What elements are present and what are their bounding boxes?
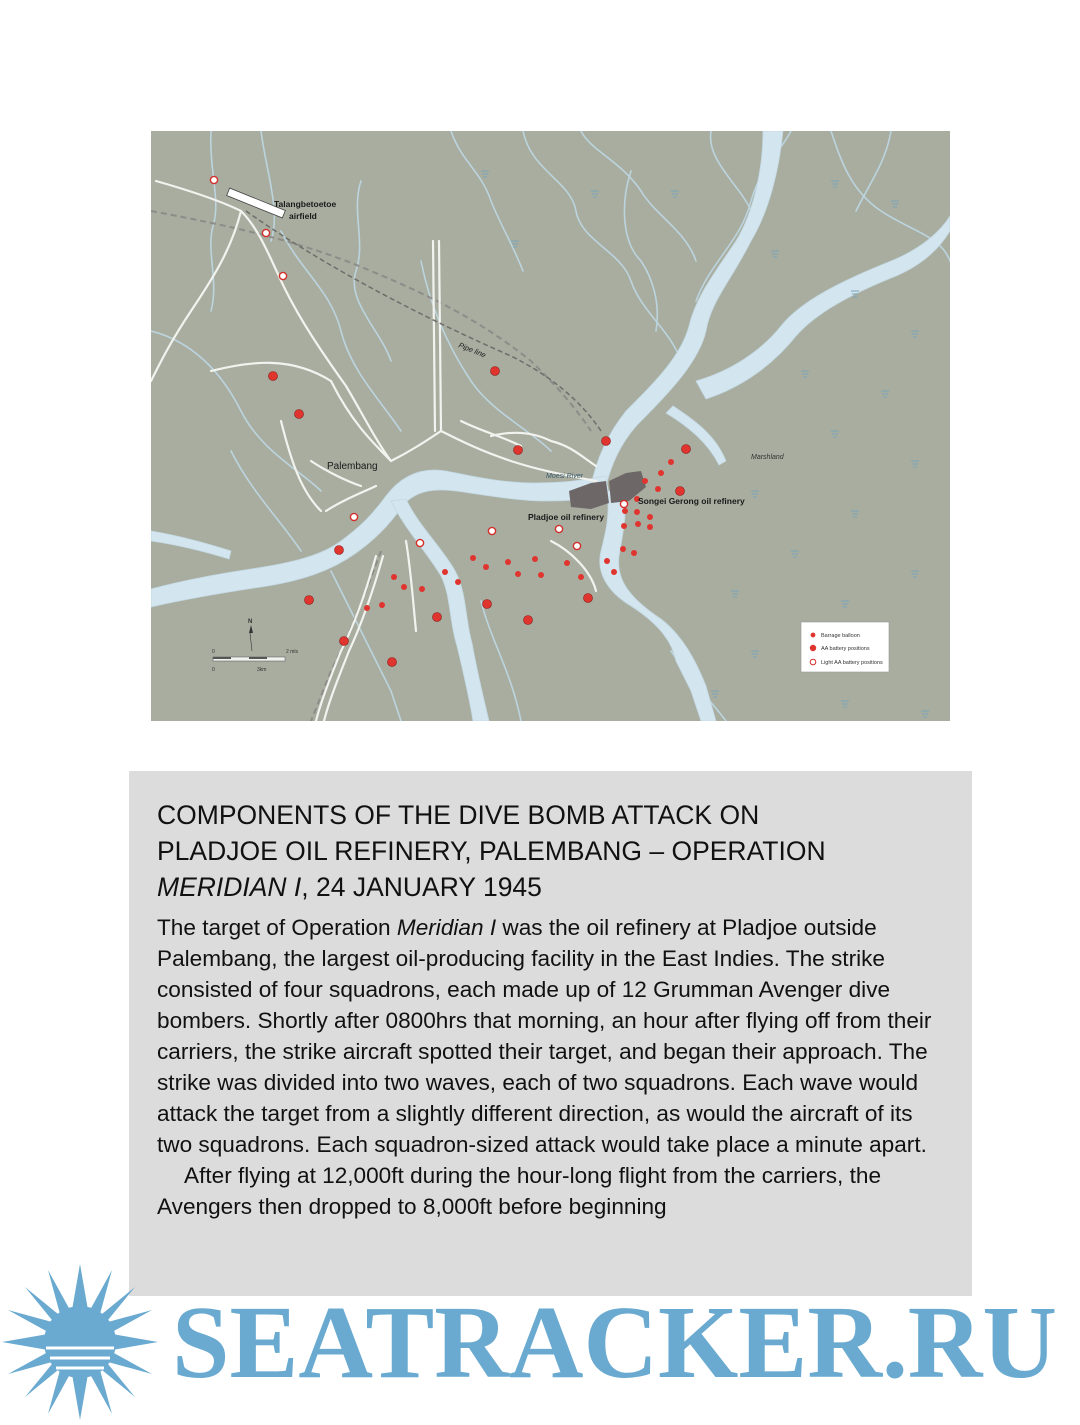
scale-km-start: 0 bbox=[212, 667, 215, 673]
label-pipeline: Pipe line bbox=[457, 340, 488, 360]
sun-icon bbox=[2, 1264, 158, 1420]
legend-barrage: Barrage balloon bbox=[821, 633, 860, 639]
label-marshland: Marshland bbox=[751, 454, 784, 461]
legend-aa: AA battery positions bbox=[821, 646, 870, 652]
caption-box bbox=[129, 771, 972, 1296]
label-airfield-2: airfield bbox=[289, 211, 317, 221]
scale-miles-end: 2 mls bbox=[286, 649, 298, 655]
label-river: Moesi River bbox=[546, 473, 583, 480]
label-songei: Songei Gerong oil refinery bbox=[638, 496, 745, 506]
watermark-text: SEATRACKER.RU bbox=[172, 1285, 1057, 1400]
p1-after: was the oil refinery at Pladjoe outside Palembang, the largest oil-producing facility in the East Indies. The strike consisted of four squadrons, each made up of 12 Grumman Avenger dive bombers. Shortly after 0800hrs that morning, an hour after flying off from their carriers, the strike aircraft spotted their target, and began their approach. The strike was divided into two waves, each of two squadrons. Each wave would attack the target from a slightly different direction, as would the aircraft of its two squadrons. Each squadron-sized attack would take place a minute apart. bbox=[157, 915, 932, 1157]
caption-paragraph-2: After flying at 12,000ft during the hour-long flight from the carriers, the Avengers then dropped to 8,000ft before beginning bbox=[157, 1163, 882, 1219]
map bbox=[151, 131, 950, 721]
title-line2: PLADJOE OIL REFINERY, PALEMBANG – OPERATION bbox=[157, 836, 826, 866]
title-rest: , 24 JANUARY 1945 bbox=[301, 872, 542, 902]
label-palembang: Palembang bbox=[327, 461, 378, 472]
caption-paragraph-1 bbox=[157, 912, 944, 1160]
north-label: N bbox=[248, 619, 253, 625]
label-pladjoe: Pladjoe oil refinery bbox=[528, 512, 605, 522]
title-line1: COMPONENTS OF THE DIVE BOMB ATTACK ON bbox=[157, 800, 760, 830]
legend-light-aa: Light AA battery positions bbox=[821, 660, 883, 666]
scale-km-end: 3km bbox=[257, 667, 267, 673]
caption-title bbox=[157, 797, 944, 905]
title-italic: MERIDIAN I bbox=[157, 872, 302, 902]
label-airfield-1: Talangbetoetoe bbox=[274, 199, 337, 209]
p1-italic: Meridian I bbox=[396, 915, 497, 940]
scale-miles-start: 0 bbox=[212, 649, 215, 655]
p1-before: The target of Operation bbox=[157, 915, 397, 940]
watermark bbox=[0, 1262, 1080, 1425]
map-legend bbox=[801, 622, 889, 672]
